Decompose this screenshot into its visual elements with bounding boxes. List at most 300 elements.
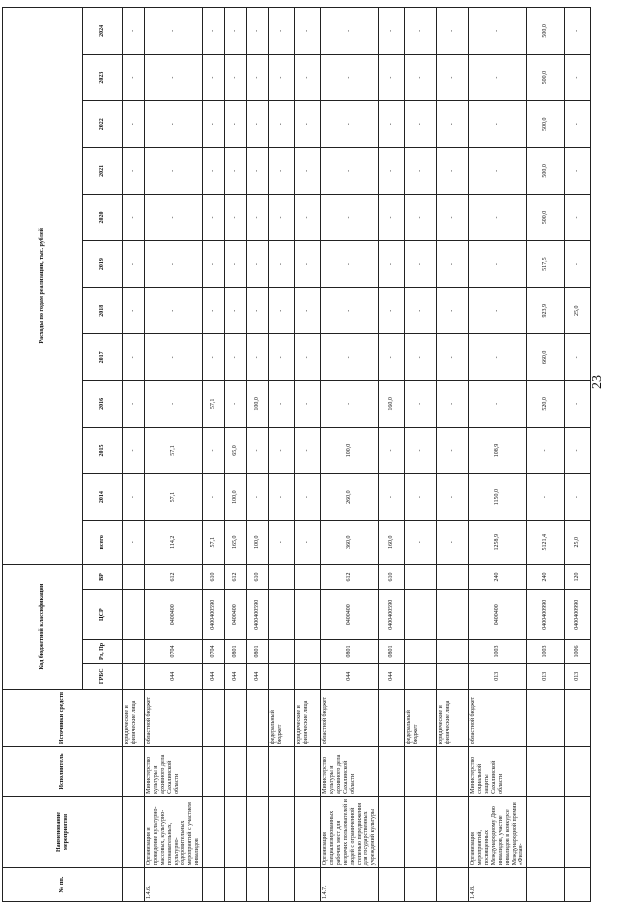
cell-year-value: - [269,148,295,195]
cell-year-value: - [379,427,405,474]
cell-year-value: - [379,241,405,288]
cell-year-value: 108,9 [469,427,527,474]
cell-year-value: - [565,381,591,428]
header-year-2024: 2024 [83,8,123,55]
header-no: № пп. [3,868,123,902]
cell-source: юридические и физические лица [295,689,321,747]
cell-executor [123,747,145,797]
cell-rzpr [437,640,469,664]
cell-executor [269,747,295,797]
cell-csr: 0400400 [225,590,247,640]
cell-year-value: 57,1 [145,427,203,474]
cell-csr: 0400400 [145,590,203,640]
cell-source [203,689,225,747]
cell-executor [379,747,405,797]
cell-name [247,796,269,867]
cell-year-value: - [469,241,527,288]
cell-year-value: - [321,148,379,195]
cell-vr [295,564,321,590]
cell-year-value: - [225,8,247,55]
cell-year-value: - [405,241,437,288]
cell-total: - [405,520,437,564]
cell-grbs: 044 [321,663,379,689]
cell-rzpr: 1003 [527,640,565,664]
cell-year-value: - [565,474,591,521]
cell-year-value: - [269,381,295,428]
cell-year-value: 500,0 [527,101,565,148]
cell-year-value: - [247,8,269,55]
cell-vr: 612 [145,564,203,590]
header-year-2016: 2016 [83,381,123,428]
cell-year-value: - [565,334,591,381]
header-year-2015: 2015 [83,427,123,474]
cell-no [123,868,145,902]
cell-name [565,796,591,867]
cell-year-value: - [437,148,469,195]
cell-year-value: - [203,194,225,241]
header-budget-code: Код бюджетной классификации [3,564,83,689]
cell-year-value: - [269,474,295,521]
header-code-0: ГРБС [83,663,123,689]
header-expenses: Расходы по годам реализации, тыс. рублей [3,8,83,565]
cell-grbs [405,663,437,689]
cell-year-value: - [527,474,565,521]
cell-name [295,796,321,867]
cell-no: 1.4.8. [469,868,527,902]
cell-source [527,689,565,747]
cell-year-value: 500,0 [527,54,565,101]
cell-year-value: - [437,474,469,521]
cell-year-value: - [437,427,469,474]
cell-name: Организация мероприятий, посвященных Международному Дню инвалидов, участие инвалидов в конкурсе Международной премии «Филан- [469,796,527,867]
cell-year-value: - [247,148,269,195]
cell-year-value: - [225,334,247,381]
cell-rzpr: 0801 [247,640,269,664]
cell-year-value: - [269,54,295,101]
cell-rzpr: 0704 [145,640,203,664]
cell-csr [123,590,145,640]
cell-source: федеральный бюджет [405,689,437,747]
cell-grbs: 044 [145,663,203,689]
cell-year-value: - [321,334,379,381]
cell-rzpr: 0801 [225,640,247,664]
cell-year-value: - [123,381,145,428]
cell-csr: 0400400 [321,590,379,640]
cell-year-value: - [145,241,203,288]
cell-vr [437,564,469,590]
cell-rzpr: 1006 [565,640,591,664]
cell-year-value: - [469,194,527,241]
cell-grbs: 013 [565,663,591,689]
cell-year-value: - [145,148,203,195]
cell-year-value: - [527,427,565,474]
cell-executor [527,747,565,797]
cell-year-value: - [565,241,591,288]
cell-total: - [123,520,145,564]
cell-no: 1.4.7. [321,868,379,902]
cell-rzpr: 0704 [203,640,225,664]
cell-year-value: 65,0 [225,427,247,474]
cell-total: 57,1 [203,520,225,564]
cell-no [269,868,295,902]
cell-name [123,796,145,867]
cell-year-value: - [123,241,145,288]
cell-no: 1.4.6. [145,868,203,902]
cell-year-value: - [247,427,269,474]
cell-year-value: - [321,381,379,428]
cell-executor [203,747,225,797]
cell-year-value: - [123,148,145,195]
cell-no [379,868,405,902]
cell-year-value: - [203,427,225,474]
cell-year-value: - [203,287,225,334]
header-name: Наименование мероприятия [3,796,123,867]
cell-year-value: - [295,334,321,381]
cell-grbs [437,663,469,689]
cell-year-value: - [203,8,225,55]
cell-year-value: 100,0 [225,474,247,521]
cell-vr: 240 [527,564,565,590]
cell-year-value: - [145,54,203,101]
cell-year-value: 500,0 [527,8,565,55]
cell-csr: 0400400590 [379,590,405,640]
table-row [565,8,591,902]
cell-name: Организация и проведение культурно-массовых, культурно-познавательных, культурно-оздоровительных мероприятий с участием инвалидов [145,796,203,867]
cell-year-value: - [123,101,145,148]
cell-year-value: - [247,194,269,241]
cell-grbs: 013 [469,663,527,689]
cell-year-value: - [247,287,269,334]
table-row [225,8,247,902]
cell-source [225,689,247,747]
table-row [469,8,527,902]
cell-year-value: - [203,474,225,521]
cell-year-value: 57,1 [203,381,225,428]
cell-vr [123,564,145,590]
cell-source: областной бюджет [469,689,527,747]
cell-year-value: 520,0 [527,381,565,428]
cell-source [565,689,591,747]
cell-executor [565,747,591,797]
cell-vr [269,564,295,590]
cell-executor [405,747,437,797]
cell-year-value: - [469,8,527,55]
header-code-1: Рз, Пр [83,640,123,664]
header-year-2020: 2020 [83,194,123,241]
cell-no [405,868,437,902]
cell-no [225,868,247,902]
cell-year-value: - [437,334,469,381]
cell-year-value: - [247,101,269,148]
cell-year-value: - [123,474,145,521]
cell-grbs [295,663,321,689]
cell-year-value: - [295,101,321,148]
cell-rzpr: 0801 [321,640,379,664]
cell-year-value: - [379,54,405,101]
cell-year-value: 100,0 [321,427,379,474]
cell-year-value: 260,0 [321,474,379,521]
header-code-2: ЦСР [83,590,123,640]
cell-year-value: - [123,334,145,381]
cell-grbs: 044 [225,663,247,689]
cell-csr [269,590,295,640]
cell-year-value: - [203,148,225,195]
cell-name [225,796,247,867]
table-row [437,8,469,902]
cell-no [437,868,469,902]
cell-total: 5121,4 [527,520,565,564]
cell-year-value: 923,9 [527,287,565,334]
cell-no [247,868,269,902]
table-row [295,8,321,902]
cell-year-value: 100,0 [247,381,269,428]
cell-year-value: - [203,334,225,381]
cell-year-value: - [405,334,437,381]
cell-year-value: - [203,101,225,148]
cell-name [269,796,295,867]
cell-year-value: - [123,287,145,334]
cell-year-value: - [437,101,469,148]
cell-year-value: - [225,241,247,288]
cell-year-value: - [379,8,405,55]
cell-grbs: 044 [247,663,269,689]
table-row [247,8,269,902]
cell-year-value: - [379,334,405,381]
cell-year-value: - [405,287,437,334]
cell-year-value: - [295,194,321,241]
cell-year-value: - [469,334,527,381]
cell-executor: Министерство культуры и архивного дела Сахалинской области [321,747,379,797]
cell-vr: 120 [565,564,591,590]
cell-year-value: - [225,381,247,428]
cell-year-value: - [203,54,225,101]
cell-year-value: - [269,334,295,381]
cell-total: 160,0 [379,520,405,564]
cell-name [203,796,225,867]
page-number: 23 [590,375,605,389]
cell-year-value: - [379,148,405,195]
cell-total: 360,0 [321,520,379,564]
cell-executor: Министерство культуры и архивного дела Сахалинской области [145,747,203,797]
cell-executor [225,747,247,797]
cell-year-value: - [295,148,321,195]
cell-year-value: - [405,427,437,474]
header-year-2017: 2017 [83,334,123,381]
cell-csr: 0400400990 [565,590,591,640]
cell-rzpr [405,640,437,664]
cell-source [247,689,269,747]
cell-source: федеральный бюджет [269,689,295,747]
cell-year-value: 160,0 [379,381,405,428]
table-row [123,8,145,902]
cell-year-value: - [295,427,321,474]
cell-year-value: - [295,381,321,428]
cell-total: 1258,9 [469,520,527,564]
cell-year-value: 25,0 [565,287,591,334]
cell-total: 25,0 [565,520,591,564]
header-executor: Исполнитель [3,747,123,797]
cell-year-value: - [437,194,469,241]
cell-total: - [295,520,321,564]
cell-year-value: - [469,381,527,428]
cell-vr [405,564,437,590]
cell-year-value: - [295,474,321,521]
cell-rzpr [269,640,295,664]
cell-year-value: - [145,381,203,428]
cell-executor [247,747,269,797]
cell-year-value: - [469,101,527,148]
cell-year-value: - [295,54,321,101]
cell-name [437,796,469,867]
cell-year-value: 500,0 [527,148,565,195]
cell-rzpr: 1003 [469,640,527,664]
cell-year-value: - [565,101,591,148]
cell-year-value: - [469,287,527,334]
cell-grbs: 044 [203,663,225,689]
cell-year-value: - [269,427,295,474]
cell-grbs [269,663,295,689]
cell-year-value: - [405,8,437,55]
cell-year-value: - [247,474,269,521]
header-total: всего [83,520,123,564]
cell-year-value: 1150,0 [469,474,527,521]
cell-year-value: - [321,101,379,148]
rotated-page [2,7,634,902]
cell-year-value: - [295,287,321,334]
cell-vr: 612 [321,564,379,590]
cell-source: юридические и физические лица [437,689,469,747]
cell-year-value: 57,1 [145,474,203,521]
cell-year-value: - [405,101,437,148]
cell-year-value: - [437,381,469,428]
cell-executor: Министерство социальной защиты Сахалинской области [469,747,527,797]
cell-year-value: - [123,427,145,474]
table-row [321,8,379,902]
cell-year-value: - [405,148,437,195]
cell-total: - [269,520,295,564]
table-row [379,8,405,902]
budget-table [2,7,591,902]
cell-year-value: - [321,287,379,334]
cell-year-value: - [565,8,591,55]
cell-year-value: - [469,54,527,101]
cell-year-value: - [295,241,321,288]
cell-year-value: - [295,8,321,55]
cell-year-value: - [379,474,405,521]
cell-year-value: - [565,194,591,241]
cell-year-value: - [123,8,145,55]
cell-year-value: - [269,241,295,288]
cell-year-value: - [225,148,247,195]
cell-year-value: - [123,54,145,101]
cell-year-value: - [437,54,469,101]
cell-vr: 610 [379,564,405,590]
cell-year-value: - [145,287,203,334]
cell-year-value: - [405,381,437,428]
cell-year-value: 660,0 [527,334,565,381]
cell-year-value: - [565,148,591,195]
cell-year-value: - [321,194,379,241]
header-year-2021: 2021 [83,148,123,195]
cell-no [565,868,591,902]
cell-year-value: - [321,54,379,101]
cell-executor [295,747,321,797]
cell-year-value: - [247,334,269,381]
cell-year-value: - [565,54,591,101]
cell-year-value: - [437,8,469,55]
cell-name [379,796,405,867]
cell-grbs [123,663,145,689]
cell-year-value: - [145,334,203,381]
cell-year-value: - [145,8,203,55]
header-year-2018: 2018 [83,287,123,334]
cell-vr: 240 [469,564,527,590]
table-row [145,8,203,902]
cell-source: областной бюджет [145,689,203,747]
cell-year-value: - [321,241,379,288]
cell-year-value: - [269,194,295,241]
cell-year-value: - [123,194,145,241]
cell-year-value: - [321,8,379,55]
cell-vr: 612 [225,564,247,590]
table-row [269,8,295,902]
cell-year-value: - [269,8,295,55]
table-row [527,8,565,902]
cell-rzpr: 0801 [379,640,405,664]
cell-year-value: - [247,241,269,288]
cell-year-value: - [225,101,247,148]
header-source: Источники средств [3,689,123,747]
cell-csr [405,590,437,640]
table-row [405,8,437,902]
table-row [203,8,225,902]
cell-total: 100,0 [247,520,269,564]
cell-year-value: - [145,101,203,148]
cell-year-value: - [225,287,247,334]
header-code-3: ВР [83,564,123,590]
cell-csr: 0400400590 [203,590,225,640]
cell-grbs: 013 [527,663,565,689]
cell-rzpr [295,640,321,664]
cell-year-value: - [437,241,469,288]
cell-year-value: 500,0 [527,194,565,241]
cell-year-value: - [405,194,437,241]
cell-name [527,796,565,867]
cell-year-value: - [405,54,437,101]
cell-year-value: - [379,287,405,334]
cell-total: - [437,520,469,564]
cell-no [295,868,321,902]
cell-year-value: - [225,54,247,101]
header-year-2023: 2023 [83,54,123,101]
cell-no [203,868,225,902]
cell-year-value: - [437,287,469,334]
cell-year-value: - [405,474,437,521]
cell-csr: 0400400 [469,590,527,640]
cell-year-value: - [565,427,591,474]
cell-vr: 610 [203,564,225,590]
cell-year-value: - [225,194,247,241]
cell-no [527,868,565,902]
cell-total: 114,2 [145,520,203,564]
cell-vr: 610 [247,564,269,590]
cell-csr: 0400400590 [247,590,269,640]
cell-name [405,796,437,867]
header-year-2022: 2022 [83,101,123,148]
header-year-2014: 2014 [83,474,123,521]
cell-csr [437,590,469,640]
cell-year-value: 517,5 [527,241,565,288]
